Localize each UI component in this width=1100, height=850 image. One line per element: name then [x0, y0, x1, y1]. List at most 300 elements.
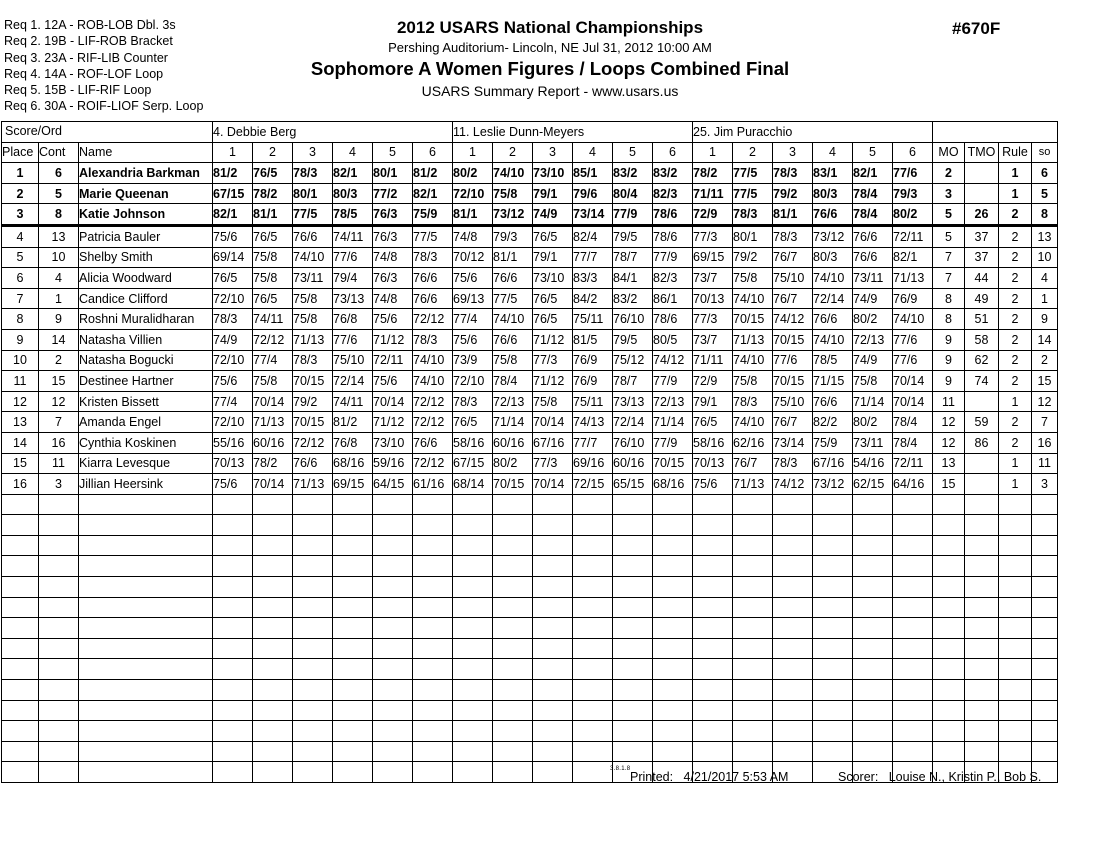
cell-judge3-fig4	[813, 741, 853, 762]
cell-judge1-fig6	[413, 494, 453, 515]
cell-skater-name: Natasha Villien	[79, 329, 213, 350]
cell-judge3-fig4: 75/9	[813, 432, 853, 453]
cell-judge1-fig6: 72/12	[413, 391, 453, 412]
cell-judge1-fig3: 80/1	[293, 183, 333, 204]
cell-judge2-fig3: 70/14	[533, 474, 573, 495]
cell-judge2-fig1	[453, 700, 493, 721]
cell-tmo	[965, 474, 999, 495]
cell-judge2-fig3	[533, 680, 573, 701]
cell-judge2-fig4: 77/7	[573, 432, 613, 453]
table-row[interactable]	[2, 329, 1058, 350]
cell-judge1-fig4	[333, 700, 373, 721]
table-row[interactable]	[2, 474, 1058, 495]
cell-skater-name	[79, 618, 213, 639]
cell-rule	[999, 556, 1032, 577]
cell-tmo: 26	[965, 204, 999, 226]
cell-judge1-fig3	[293, 515, 333, 536]
table-row[interactable]	[2, 412, 1058, 433]
cell-judge2-fig2	[493, 535, 533, 556]
cell-judge2-fig5: 79/5	[613, 225, 653, 247]
cell-judge2-fig6: 77/9	[653, 371, 693, 392]
cell-judge1-fig2: 71/13	[253, 412, 293, 433]
cell-judge2-fig6	[653, 515, 693, 536]
cell-judge1-fig2	[253, 680, 293, 701]
cell-judge1-fig2	[253, 721, 293, 742]
cell-judge3-fig4	[813, 700, 853, 721]
cell-judge3-fig2	[733, 577, 773, 598]
cell-judge3-fig6	[893, 638, 933, 659]
cell-judge1-fig2: 76/5	[253, 163, 293, 184]
table-row-empty[interactable]	[2, 494, 1058, 515]
cell-judge2-fig4: 83/3	[573, 268, 613, 289]
cell-rule: 2	[999, 412, 1032, 433]
cell-so: 5	[1032, 183, 1058, 204]
cell-judge2-fig4	[573, 721, 613, 742]
cell-cont: 2	[39, 350, 79, 371]
cell-judge2-fig1: 75/6	[453, 329, 493, 350]
cell-judge2-fig4	[573, 597, 613, 618]
cell-judge2-fig1	[453, 515, 493, 536]
cell-place: 14	[2, 432, 39, 453]
cell-mo	[933, 556, 965, 577]
cell-judge1-fig6	[413, 638, 453, 659]
cell-judge3-fig3: 76/7	[773, 412, 813, 433]
cell-so	[1032, 741, 1058, 762]
table-row[interactable]	[2, 288, 1058, 309]
cell-place	[2, 659, 39, 680]
cell-rule: 2	[999, 225, 1032, 247]
cell-judge3-fig3: 73/14	[773, 432, 813, 453]
cell-judge3-fig3: 70/15	[773, 371, 813, 392]
cell-judge3-fig2	[733, 618, 773, 639]
table-row-empty[interactable]	[2, 741, 1058, 762]
cell-so: 7	[1032, 412, 1058, 433]
championship-title: 2012 USARS National Championships	[396, 18, 704, 37]
cell-tmo	[965, 700, 999, 721]
col-header-j1-6: 6	[413, 142, 453, 163]
cell-judge2-fig6	[653, 494, 693, 515]
cell-judge1-fig5	[373, 741, 413, 762]
table-row-empty[interactable]	[2, 618, 1058, 639]
cell-judge1-fig2	[253, 638, 293, 659]
table-row[interactable]	[2, 309, 1058, 330]
cell-judge3-fig4	[813, 494, 853, 515]
cell-judge3-fig6	[893, 680, 933, 701]
cell-judge1-fig5: 70/14	[373, 391, 413, 412]
cell-judge3-fig4	[813, 680, 853, 701]
cell-judge1-fig1: 77/4	[213, 391, 253, 412]
cell-judge1-fig6	[413, 577, 453, 598]
cell-so: 2	[1032, 350, 1058, 371]
table-row-empty[interactable]	[2, 638, 1058, 659]
cell-judge2-fig1: 80/2	[453, 163, 493, 184]
cell-judge1-fig3	[293, 741, 333, 762]
cell-place: 5	[2, 247, 39, 268]
cell-judge2-fig2	[493, 597, 533, 618]
requirement-item: Req 4. 14A - ROF-LOF Loop	[4, 66, 164, 81]
col-header-mo: MO	[933, 142, 965, 163]
cell-judge3-fig1	[693, 659, 733, 680]
cell-skater-name: Marie Queenan	[79, 183, 213, 204]
cell-judge1-fig1: 75/6	[213, 225, 253, 247]
cell-judge3-fig6	[893, 659, 933, 680]
cell-judge1-fig2	[253, 597, 293, 618]
printed-value: 4/21/2017 5:53 AM	[683, 770, 789, 784]
col-header-j1-3: 3	[293, 142, 333, 163]
cell-cont	[39, 556, 79, 577]
cell-judge1-fig6: 78/3	[413, 247, 453, 268]
cell-judge2-fig3	[533, 577, 573, 598]
cell-judge2-fig4: 77/7	[573, 247, 613, 268]
cell-judge1-fig4: 68/16	[333, 453, 373, 474]
cell-judge1-fig4	[333, 721, 373, 742]
cell-judge3-fig6: 70/14	[893, 371, 933, 392]
table-row-empty[interactable]	[2, 680, 1058, 701]
cell-judge1-fig4	[333, 741, 373, 762]
cell-judge1-fig3: 78/3	[293, 163, 333, 184]
cell-judge2-fig4: 85/1	[573, 163, 613, 184]
cell-judge1-fig5	[373, 700, 413, 721]
heat-number: #670F	[952, 19, 1001, 38]
cell-judge1-fig3	[293, 762, 333, 783]
cell-so	[1032, 618, 1058, 639]
cell-judge3-fig1: 69/15	[693, 247, 733, 268]
table-row[interactable]	[2, 391, 1058, 412]
cell-judge1-fig4: 76/8	[333, 309, 373, 330]
requirement-item: Req 6. 30A - ROIF-LIOF Serp. Loop	[4, 99, 204, 114]
cell-judge1-fig1	[213, 556, 253, 577]
cell-judge3-fig5	[853, 638, 893, 659]
cell-judge2-fig3: 79/1	[533, 183, 573, 204]
cell-tmo	[965, 515, 999, 536]
cell-skater-name	[79, 577, 213, 598]
cell-judge1-fig5: 76/3	[373, 268, 413, 289]
cell-place: 2	[2, 183, 39, 204]
cell-judge1-fig6: 75/9	[413, 204, 453, 226]
cell-mo	[933, 741, 965, 762]
cell-judge1-fig5: 75/6	[373, 309, 413, 330]
cell-rule	[999, 721, 1032, 742]
cell-judge3-fig6	[893, 700, 933, 721]
cell-judge2-fig1: 74/8	[453, 225, 493, 247]
cell-tmo	[965, 638, 999, 659]
table-row-empty[interactable]	[2, 515, 1058, 536]
cell-place	[2, 535, 39, 556]
printed-stamp	[630, 770, 788, 784]
cell-judge1-fig6: 61/16	[413, 474, 453, 495]
table-row[interactable]	[2, 183, 1058, 204]
cell-judge3-fig6	[893, 597, 933, 618]
cell-place	[2, 597, 39, 618]
cell-judge2-fig2: 81/1	[493, 247, 533, 268]
cell-so: 9	[1032, 309, 1058, 330]
cell-place: 10	[2, 350, 39, 371]
cell-judge2-fig6: 82/3	[653, 183, 693, 204]
cell-cont	[39, 741, 79, 762]
cell-judge2-fig1: 68/14	[453, 474, 493, 495]
cell-judge2-fig4	[573, 515, 613, 536]
cell-judge1-fig3	[293, 597, 333, 618]
report-header	[230, 17, 870, 102]
cell-place: 1	[2, 163, 39, 184]
cell-mo	[933, 721, 965, 742]
table-row-empty[interactable]	[2, 700, 1058, 721]
cell-judge3-fig3: 77/6	[773, 350, 813, 371]
cell-judge2-fig5	[613, 680, 653, 701]
cell-place: 7	[2, 288, 39, 309]
cell-judge1-fig3	[293, 638, 333, 659]
cell-judge3-fig1: 77/3	[693, 309, 733, 330]
cell-skater-name	[79, 494, 213, 515]
requirement-item: Req 2. 19B - LIF-ROB Bracket	[4, 34, 173, 49]
cell-judge3-fig2	[733, 721, 773, 742]
cell-judge2-fig2: 74/10	[493, 309, 533, 330]
cell-judge2-fig4	[573, 494, 613, 515]
cell-judge1-fig2: 75/8	[253, 268, 293, 289]
cell-tmo: 49	[965, 288, 999, 309]
cell-judge2-fig6	[653, 556, 693, 577]
cell-judge2-fig6	[653, 659, 693, 680]
cell-judge2-fig3: 67/16	[533, 432, 573, 453]
cell-judge2-fig5: 83/2	[613, 288, 653, 309]
table-row[interactable]	[2, 432, 1058, 453]
cell-judge3-fig2: 62/16	[733, 432, 773, 453]
table-row-empty[interactable]	[2, 597, 1058, 618]
cell-judge2-fig4	[573, 556, 613, 577]
cell-judge3-fig5	[853, 577, 893, 598]
cell-judge3-fig2	[733, 638, 773, 659]
cell-judge3-fig3: 81/1	[773, 204, 813, 226]
results-table	[1, 121, 1058, 783]
totals-header-spacer	[933, 122, 1058, 143]
cell-judge1-fig2: 76/5	[253, 225, 293, 247]
cell-judge2-fig5: 78/7	[613, 371, 653, 392]
cell-judge2-fig3	[533, 515, 573, 536]
table-row[interactable]	[2, 371, 1058, 392]
cell-judge2-fig5: 78/7	[613, 247, 653, 268]
cell-cont	[39, 618, 79, 639]
cell-judge1-fig2: 75/8	[253, 247, 293, 268]
cell-mo	[933, 494, 965, 515]
cell-judge3-fig4	[813, 556, 853, 577]
cell-judge2-fig6	[653, 618, 693, 639]
cell-rule: 2	[999, 329, 1032, 350]
cell-judge3-fig1	[693, 618, 733, 639]
cell-judge1-fig2	[253, 515, 293, 536]
cell-judge1-fig6	[413, 597, 453, 618]
table-row[interactable]	[2, 453, 1058, 474]
cell-tmo	[965, 659, 999, 680]
cell-judge1-fig1	[213, 577, 253, 598]
cell-judge2-fig5: 80/4	[613, 183, 653, 204]
cell-rule: 2	[999, 371, 1032, 392]
cell-rule	[999, 494, 1032, 515]
cell-judge2-fig5: 60/16	[613, 453, 653, 474]
cell-mo: 9	[933, 350, 965, 371]
cell-judge2-fig3: 74/9	[533, 204, 573, 226]
cell-judge1-fig1	[213, 680, 253, 701]
cell-judge2-fig6	[653, 535, 693, 556]
judge-header-2: 11. Leslie Dunn-Meyers	[453, 122, 693, 143]
cell-judge3-fig1: 73/7	[693, 268, 733, 289]
cell-judge2-fig3	[533, 659, 573, 680]
cell-judge2-fig4	[573, 659, 613, 680]
cell-judge2-fig6: 71/14	[653, 412, 693, 433]
table-row[interactable]	[2, 247, 1058, 268]
cell-judge2-fig1	[453, 494, 493, 515]
cell-judge2-fig2: 79/3	[493, 225, 533, 247]
cell-judge3-fig4: 74/10	[813, 268, 853, 289]
cell-judge2-fig5: 83/2	[613, 163, 653, 184]
cell-judge2-fig4: 79/6	[573, 183, 613, 204]
cell-mo	[933, 515, 965, 536]
cell-rule: 1	[999, 183, 1032, 204]
cell-judge2-fig4: 84/2	[573, 288, 613, 309]
cell-rule	[999, 638, 1032, 659]
cell-judge2-fig1	[453, 618, 493, 639]
table-row-empty[interactable]	[2, 659, 1058, 680]
cell-mo: 7	[933, 268, 965, 289]
cell-judge3-fig1: 70/13	[693, 288, 733, 309]
cell-judge2-fig1	[453, 680, 493, 701]
cell-judge2-fig5	[613, 556, 653, 577]
cell-judge3-fig6	[893, 577, 933, 598]
cell-judge2-fig5	[613, 700, 653, 721]
cell-judge1-fig3: 79/2	[293, 391, 333, 412]
table-row-empty[interactable]	[2, 535, 1058, 556]
cell-judge1-fig1	[213, 762, 253, 783]
cell-skater-name: Kiarra Levesque	[79, 453, 213, 474]
cell-judge3-fig3: 76/7	[773, 247, 813, 268]
cell-rule: 2	[999, 288, 1032, 309]
cell-judge3-fig5	[853, 494, 893, 515]
cell-skater-name: Amanda Engel	[79, 412, 213, 433]
cell-judge3-fig3: 78/3	[773, 163, 813, 184]
cell-judge2-fig3: 76/5	[533, 309, 573, 330]
cell-judge3-fig1: 58/16	[693, 432, 733, 453]
cell-judge3-fig6: 77/6	[893, 163, 933, 184]
cell-cont	[39, 577, 79, 598]
cell-judge2-fig1: 58/16	[453, 432, 493, 453]
cell-judge2-fig5	[613, 741, 653, 762]
cell-judge3-fig6: 72/11	[893, 453, 933, 474]
cell-judge3-fig6: 74/10	[893, 309, 933, 330]
table-row[interactable]	[2, 350, 1058, 371]
cell-judge2-fig5: 79/5	[613, 329, 653, 350]
cell-judge2-fig6: 74/12	[653, 350, 693, 371]
cell-skater-name: Kristen Bissett	[79, 391, 213, 412]
cell-judge1-fig2: 72/12	[253, 329, 293, 350]
table-row[interactable]	[2, 163, 1058, 184]
cell-rule	[999, 515, 1032, 536]
cell-judge2-fig2	[493, 700, 533, 721]
cell-judge3-fig3	[773, 638, 813, 659]
cell-judge1-fig4: 73/13	[333, 288, 373, 309]
cell-judge1-fig4: 69/15	[333, 474, 373, 495]
table-row[interactable]	[2, 268, 1058, 289]
cell-judge3-fig6	[893, 494, 933, 515]
cell-judge3-fig1	[693, 741, 733, 762]
cell-judge1-fig4: 77/6	[333, 247, 373, 268]
cell-judge1-fig2	[253, 700, 293, 721]
cell-place: 3	[2, 204, 39, 226]
cell-judge3-fig1: 71/11	[693, 183, 733, 204]
cell-so: 11	[1032, 453, 1058, 474]
cell-judge1-fig6: 76/6	[413, 268, 453, 289]
cell-judge2-fig1	[453, 741, 493, 762]
cell-judge2-fig3	[533, 494, 573, 515]
cell-place	[2, 494, 39, 515]
cell-judge3-fig6: 72/11	[893, 225, 933, 247]
cell-so	[1032, 700, 1058, 721]
cell-mo	[933, 638, 965, 659]
cell-cont: 8	[39, 204, 79, 226]
cell-judge2-fig2	[493, 618, 533, 639]
cell-judge1-fig6	[413, 659, 453, 680]
cell-judge3-fig5: 78/4	[853, 183, 893, 204]
cell-judge2-fig6: 77/9	[653, 432, 693, 453]
cell-judge2-fig2: 75/8	[493, 350, 533, 371]
cell-judge3-fig2	[733, 535, 773, 556]
cell-judge2-fig3: 77/3	[533, 350, 573, 371]
cell-judge1-fig4	[333, 515, 373, 536]
cell-judge3-fig3: 76/7	[773, 288, 813, 309]
cell-judge3-fig3	[773, 556, 813, 577]
cell-judge2-fig5	[613, 659, 653, 680]
cell-judge3-fig2	[733, 741, 773, 762]
table-row-empty[interactable]	[2, 577, 1058, 598]
cell-judge2-fig3: 73/10	[533, 163, 573, 184]
col-header-j2-2: 2	[493, 142, 533, 163]
col-header-j3-2: 2	[733, 142, 773, 163]
cell-judge1-fig4	[333, 659, 373, 680]
cell-judge2-fig3: 73/10	[533, 268, 573, 289]
table-row-empty[interactable]	[2, 721, 1058, 742]
cell-judge2-fig4: 76/9	[573, 350, 613, 371]
cell-judge1-fig3: 74/10	[293, 247, 333, 268]
cell-judge1-fig2: 77/4	[253, 350, 293, 371]
table-row-empty[interactable]	[2, 556, 1058, 577]
col-header-j3-3: 3	[773, 142, 813, 163]
cell-tmo	[965, 183, 999, 204]
cell-judge2-fig5	[613, 515, 653, 536]
table-row[interactable]	[2, 204, 1058, 226]
cell-judge1-fig2	[253, 535, 293, 556]
judge-header-row	[2, 122, 1058, 143]
cell-judge3-fig4: 80/3	[813, 183, 853, 204]
cell-cont	[39, 535, 79, 556]
cell-judge1-fig5	[373, 515, 413, 536]
cell-judge3-fig3	[773, 741, 813, 762]
cell-judge1-fig1	[213, 515, 253, 536]
col-header-so: so	[1032, 142, 1058, 163]
table-row[interactable]	[2, 225, 1058, 247]
cell-judge3-fig1	[693, 535, 733, 556]
cell-mo	[933, 577, 965, 598]
cell-judge3-fig4: 72/14	[813, 288, 853, 309]
cell-judge1-fig5: 74/8	[373, 288, 413, 309]
cell-judge3-fig1	[693, 638, 733, 659]
cell-judge2-fig3	[533, 762, 573, 783]
cell-mo: 8	[933, 309, 965, 330]
col-header-cont: Cont	[39, 142, 79, 163]
cell-judge3-fig1: 75/6	[693, 474, 733, 495]
cell-judge2-fig1: 70/12	[453, 247, 493, 268]
cell-judge1-fig6	[413, 618, 453, 639]
cell-judge1-fig4: 74/11	[333, 225, 373, 247]
cell-tmo: 74	[965, 371, 999, 392]
cell-judge1-fig3: 72/12	[293, 432, 333, 453]
